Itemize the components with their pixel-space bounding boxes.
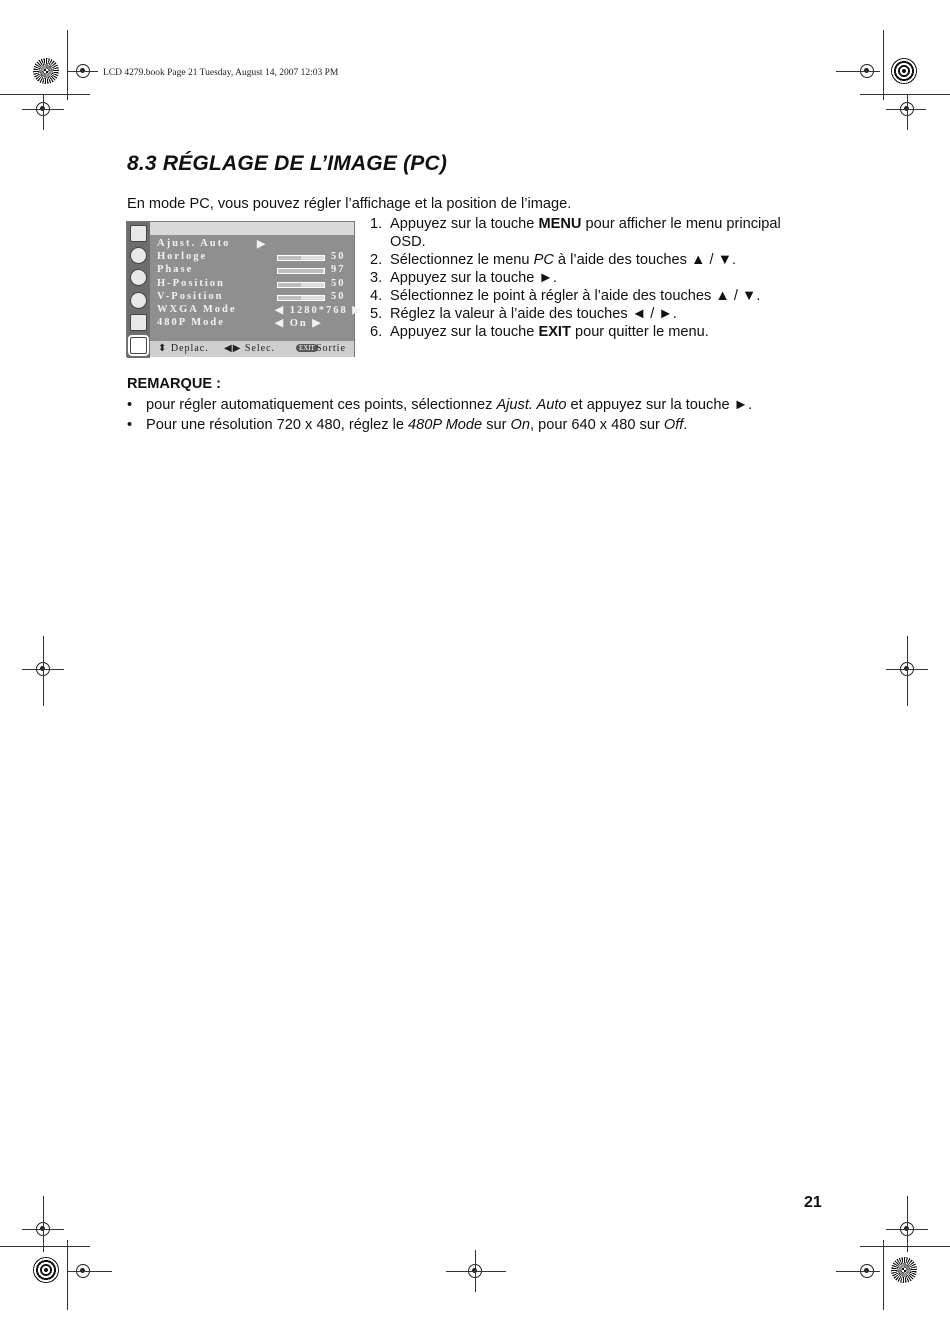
step-text-part: EXIT [538,324,571,340]
osd-item-value: ▶ [257,239,268,250]
step-text-part: Sélectionnez le menu [390,252,534,268]
osd-item-value: ◀ On ▶ [275,318,323,330]
registration-star-icon [891,58,917,84]
step-text-part: pour afficher le menu principal OSD. [390,216,781,250]
registration-star-icon [33,1257,59,1283]
osd-item-value: 50 [331,251,346,263]
osd-item-label: Horloge [157,251,208,263]
note-text-part: On [510,416,531,433]
bullet-icon: • [127,416,133,433]
osd-item-label: 480P Mode [157,317,225,329]
remark-note [127,416,827,436]
osd-item-value: 50 [331,290,346,302]
step-item [370,269,810,287]
section-title: 8.3 RÉGLAGE DE L’IMAGE (PC) [127,152,448,175]
osd-item-value: 50 [331,277,346,289]
note-text-part: Ajust. Auto [496,397,567,413]
step-item [370,215,810,251]
step-text-part: pour quitter le menu. [570,324,709,340]
remark-notes [127,396,827,435]
step-text: Sélectionnez le point à régler à l’aide des touches ▲ / ▼. [390,288,761,304]
osd-level-bar [277,255,325,261]
exit-key-icon: EXIT [296,344,318,352]
step-text-part: Appuyez sur la touche [390,324,539,340]
osd-level-bar [277,282,325,288]
features-menu-icon [130,314,147,331]
step-number: 5. [370,306,383,322]
note-text-part: sur [482,416,511,433]
step-text: Appuyez sur la touche ►. [390,270,557,286]
step-item [370,251,810,269]
note-text-part: Pour une résolution 720 x 480, réglez le [146,416,409,433]
remark-note [127,396,827,416]
step-text-part: Appuyez sur la touche [390,216,539,232]
note-text-part: , pour 640 x 480 sur [530,416,664,433]
osd-icon-column [127,222,150,358]
page-number: 21 [804,1194,822,1211]
clock-menu-icon [130,292,147,309]
note-text-part: pour régler automatiquement ces points, sélectionnez [146,397,497,413]
osd-title-bar [150,222,354,235]
step-number: 2. [370,252,383,268]
osd-item-value: ◀ 1280*768 ▶ [275,305,363,316]
step-number: 6. [370,324,383,340]
bullet-icon: • [127,397,133,413]
step-item [370,287,810,305]
step-number: 1. [370,216,383,232]
pc-menu-icon [130,337,147,354]
steps-list [370,215,810,341]
note-text-part: . [683,416,688,433]
step-item [370,323,810,341]
step-item [370,305,810,323]
osd-move-hint: ⬍ Deplac. [158,343,209,354]
registration-star-icon [891,1257,917,1283]
osd-exit-hint: Sortie [316,343,346,354]
osd-level-bar [277,295,325,301]
step-text-part: à l’aide des touches ▲ / ▼. [553,252,737,268]
picture-menu-icon [130,225,147,242]
osd-item-value: 97 [331,264,346,276]
osd-level-bar [277,268,325,274]
print-header: LCD 4279.book Page 21 Tuesday, August 14, 2007 12:03 PM [103,68,339,78]
sound-menu-icon [130,247,147,264]
intro-paragraph: En mode PC, vous pouvez régler l’affichage et la position de l’image. [127,196,572,212]
osd-menu-image [126,221,363,357]
osd-item-label: H-Position [157,277,225,289]
osd-footer [150,341,354,357]
note-text-part: et appuyez sur la touche ►. [566,397,753,413]
step-text-part: MENU [538,216,582,232]
note-text-part: 480P Mode [408,416,483,433]
osd-item-label: WXGA Mode [157,304,237,315]
osd-item-label: Ajust. Auto [157,238,231,249]
step-text: Réglez la valeur à l’aide des touches ◄ / ►. [390,306,677,322]
registration-star-icon [33,58,59,84]
setup-menu-icon [130,269,147,286]
remark-title: REMARQUE : [127,376,222,392]
osd-item-label: V-Position [157,290,224,302]
step-number: 3. [370,270,383,286]
osd-item-label: Phase [157,264,194,276]
osd-select-hint: ◀▶ Selec. [224,343,276,354]
step-text-part: PC [533,252,554,268]
note-text-part: Off [663,416,684,433]
step-number: 4. [370,288,383,304]
